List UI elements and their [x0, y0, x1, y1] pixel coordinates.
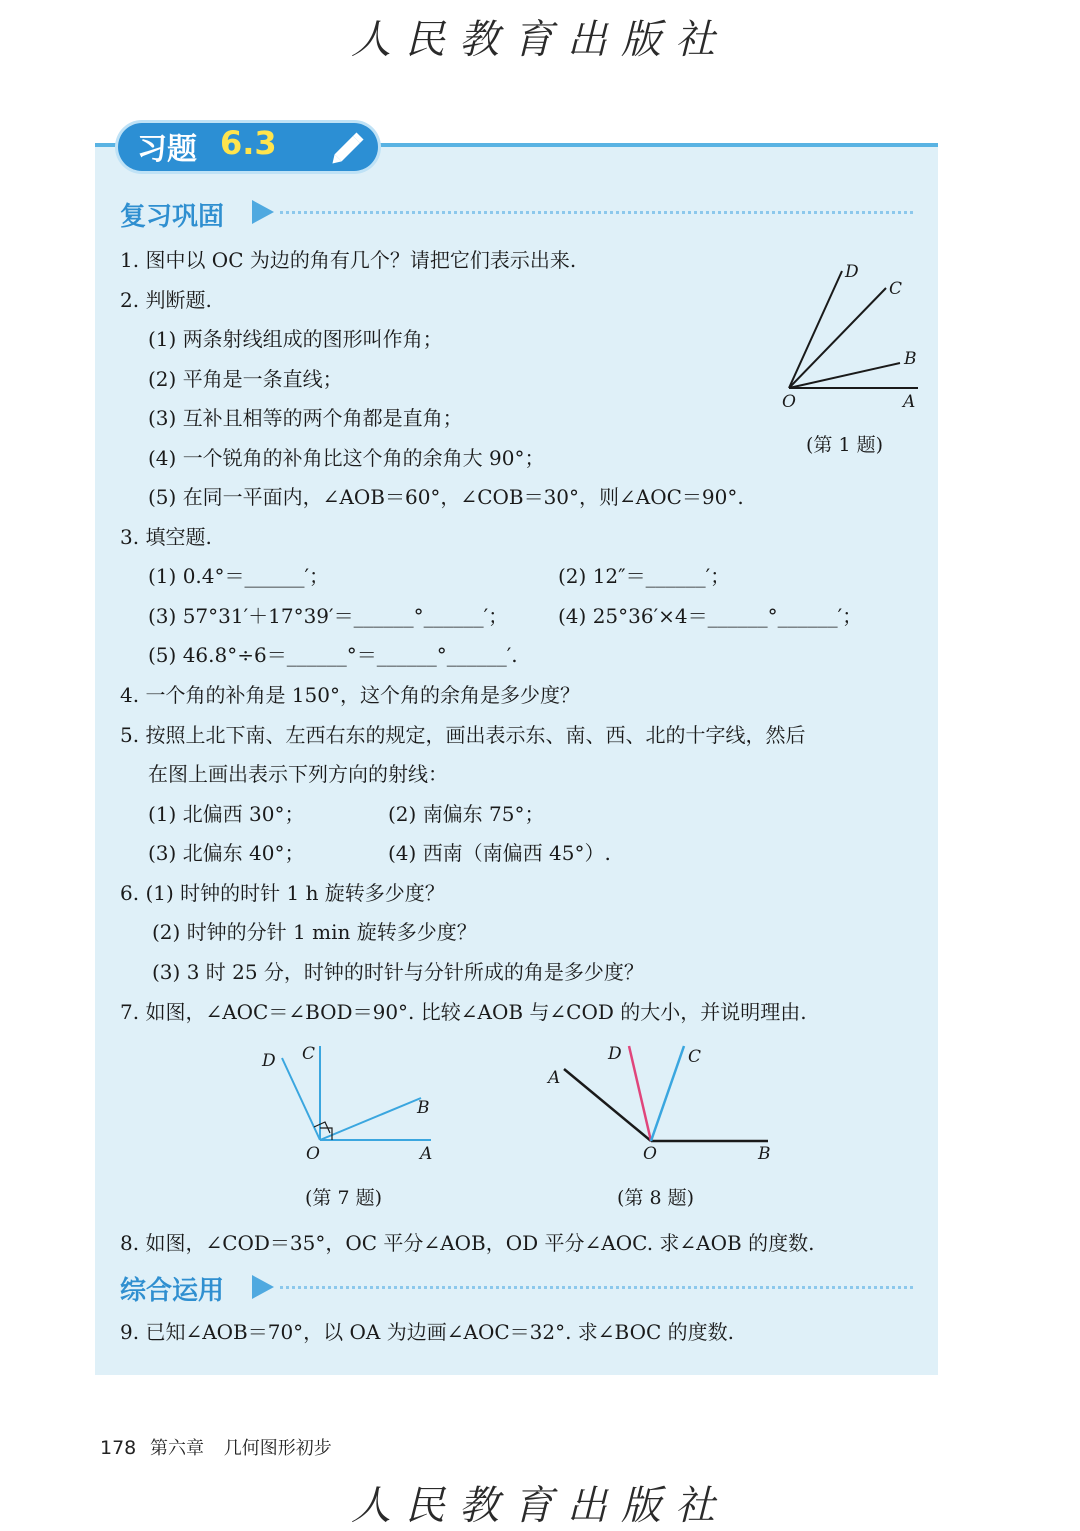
q3-4-text: (4) 25°36′×4＝______°______′； [558, 604, 863, 628]
q3-text: 3. 填空题. [120, 525, 212, 549]
section-arrow-icon [252, 200, 274, 224]
section-divider [280, 211, 913, 214]
fig1-label-b: B [904, 349, 917, 369]
q5-text-cont: 在图上画出表示下列方向的射线： [148, 762, 448, 786]
q6-1-text: 6. (1) 时钟的时针 1 h 旋转多少度？ [120, 881, 445, 905]
q5-1-text: (1) 北偏西 30°； [148, 802, 305, 826]
q5-4-text: (4) 西南（南偏西 45°）. [388, 841, 611, 865]
fig1-label-a: A [903, 392, 916, 412]
ray-ob [789, 363, 900, 388]
chapter-title: 几何图形初步 [223, 1438, 332, 1459]
section-title-apply: 综合运用 [120, 1276, 225, 1306]
q4-text: 4. 一个角的补角是 150°，这个角的余角是多少度？ [120, 683, 580, 707]
figure-1-caption: (第 1 题) [806, 434, 883, 456]
q3-5-text: (5) 46.8°÷6＝______°＝______°______′. [148, 643, 518, 667]
publisher-logo-top: 人民教育出版社 [351, 17, 729, 63]
fig1-label-c: C [889, 279, 903, 299]
q5-3-text: (3) 北偏东 40°； [148, 841, 305, 865]
figure-8-caption: (第 8 题) [617, 1187, 694, 1209]
q9-text: 9. 已知∠AOB＝70°，以 OA 为边画∠AOC＝32°. 求∠BOC 的度数. [120, 1320, 735, 1344]
fig7-label-d: D [262, 1051, 276, 1071]
fig8-label-b: B [758, 1144, 771, 1164]
q2-5-text: (5) 在同一平面内，∠AOB＝60°，∠COB＝30°，则∠AOC＝90°. [148, 485, 744, 509]
q2-text: 2. 判断题. [120, 288, 212, 312]
section-arrow-icon [252, 1275, 274, 1299]
q5-text: 5. 按照上北下南、左西右东的规定，画出表示东、南、西、北的十字线，然后 [120, 723, 806, 747]
fig1-label-d: D [845, 262, 859, 282]
q2-2-text: (2) 平角是一条直线； [148, 367, 343, 391]
fig7-label-o: O [306, 1144, 320, 1164]
q7-text: 7. 如图，∠AOC＝∠BOD＝90°. 比较∠AOB 与∠COD 的大小，并说明理由. [120, 1000, 807, 1024]
q1-text: 1. 图中以 OC 为边的角有几个？请把它们表示出来. [120, 248, 577, 272]
fig8-label-c: C [688, 1047, 702, 1067]
ray-ob [320, 1098, 421, 1140]
ray-od [789, 271, 842, 388]
q3-3-text: (3) 57°31′＋17°39′＝______°______′； [148, 604, 509, 628]
fig8-label-o: O [643, 1144, 657, 1164]
ray-od [282, 1058, 320, 1140]
figure-7-diagram [255, 1040, 445, 1170]
page-number: 178 [100, 1437, 137, 1459]
figure-7-caption: (第 7 题) [305, 1187, 382, 1209]
page-footer [100, 1434, 332, 1460]
fig8-label-d: D [608, 1044, 622, 1064]
q2-1-text: (1) 两条射线组成的图形叫作角； [148, 327, 443, 351]
q2-4-text: (4) 一个锐角的补角比这个角的余角大 90°； [148, 446, 545, 470]
chapter-number: 第六章 [150, 1438, 204, 1459]
section-divider [280, 1286, 913, 1289]
badge-number: 6.3 [220, 124, 277, 162]
ray-oc [789, 288, 886, 388]
publisher-logo-bottom: 人民教育出版社 [351, 1483, 729, 1529]
fig7-label-c: C [302, 1044, 316, 1064]
badge-label: 习题 [137, 132, 197, 167]
figure-1-diagram [770, 258, 930, 418]
q6-3-text: (3) 3 时 25 分，时钟的时针与分针所成的角是多少度？ [152, 960, 644, 984]
pencil-icon [326, 128, 370, 168]
q6-2-text: (2) 时钟的分针 1 min 旋转多少度？ [152, 920, 477, 944]
fig7-label-a: A [420, 1144, 433, 1164]
q2-3-text: (3) 互补且相等的两个角都是直角； [148, 406, 463, 430]
q3-1-text: (1) 0.4°＝______′； [148, 564, 330, 588]
q3-2-text: (2) 12″＝______′； [558, 564, 731, 588]
fig7-label-b: B [417, 1098, 430, 1118]
section-title-review: 复习巩固 [120, 202, 225, 232]
figure-8-diagram [540, 1040, 780, 1170]
fig8-label-a: A [548, 1068, 561, 1088]
fig1-label-o: O [782, 392, 796, 412]
q5-2-text: (2) 南偏东 75°； [388, 802, 545, 826]
q8-text: 8. 如图，∠COD＝35°，OC 平分∠AOB，OD 平分∠AOC. 求∠AOB 的度数. [120, 1231, 815, 1255]
ray-oc [651, 1046, 684, 1141]
